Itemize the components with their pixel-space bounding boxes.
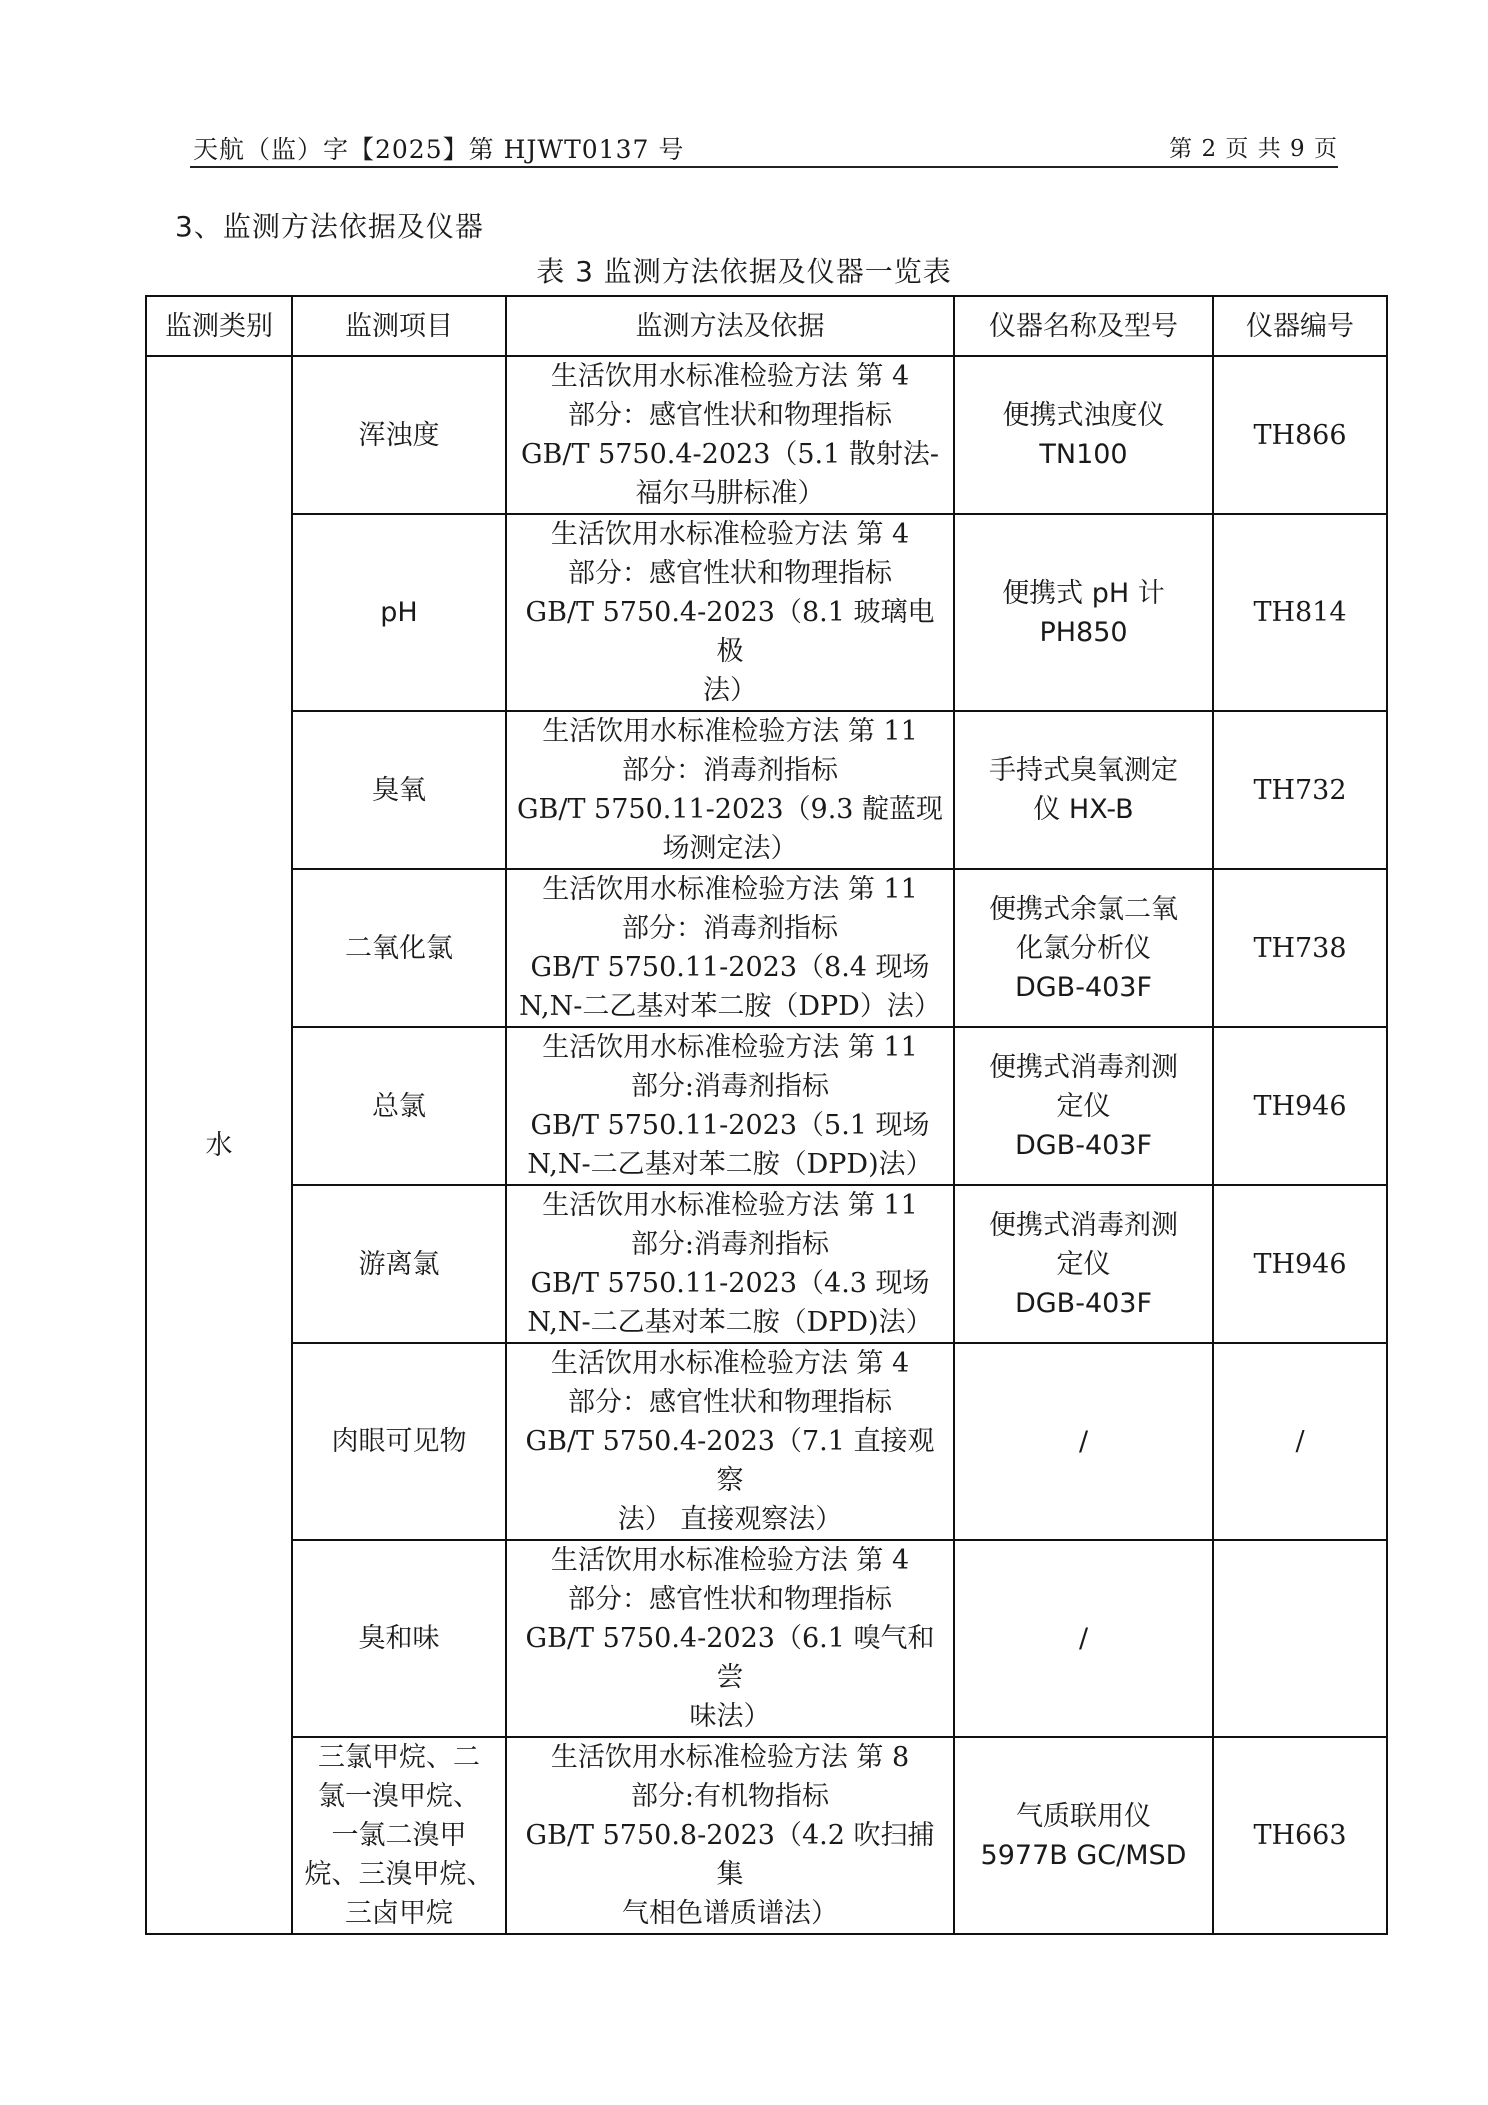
method-cell-line: N,N-二乙基对苯二胺（DPD)法） [527, 1307, 933, 1338]
instrument-cell-line: 便携式消毒剂测 [989, 1209, 1178, 1241]
item-cell-line: 一氯二溴甲 [331, 1820, 467, 1851]
method-cell-line: 部分:有机物指标 [630, 1781, 830, 1812]
method-cell-line: 生活饮用水标准检验方法 第 4 [550, 1545, 910, 1576]
item-cell-line: 烷、三溴甲烷、 [304, 1859, 494, 1890]
table-row [146, 711, 1387, 869]
instrument-number-cell: / [1213, 1343, 1387, 1540]
table-caption: 表 3 监测方法依据及仪器一览表 [536, 255, 952, 288]
instrument-cell [954, 869, 1213, 1027]
item-cell [292, 1027, 506, 1185]
method-cell-line: N,N-二乙基对苯二胺（DPD）法） [519, 991, 941, 1022]
instrument-cell-line: 便携式浊度仪 [1002, 400, 1165, 431]
instrument-cell-line: 便携式余氯二氧 [989, 893, 1178, 925]
instrument-number-cell: TH663 [1213, 1737, 1387, 1934]
item-cell-line: 总氯 [372, 1090, 426, 1122]
method-cell [506, 1343, 954, 1540]
method-cell [506, 514, 954, 711]
table-row [146, 514, 1387, 711]
instrument-number-cell: TH866 [1213, 356, 1387, 514]
method-cell-line: GB/T 5750.11-2023（9.3 靛蓝现 [516, 794, 944, 825]
instrument-cell-line: PH850 [1039, 616, 1128, 648]
method-cell-line: 福尔马肼标准） [635, 478, 825, 509]
table-header-row [146, 296, 1387, 356]
method-cell-line: 味法） [689, 1701, 771, 1732]
instrument-cell-line: 气质联用仪 [1016, 1800, 1151, 1832]
item-cell-line: 肉眼可见物 [331, 1426, 467, 1457]
table-row [146, 1027, 1387, 1185]
method-cell [506, 1185, 954, 1343]
instrument-cell-line: DGB-403F [1014, 1129, 1153, 1161]
method-cell-line: 生活饮用水标准检验方法 第 4 [550, 519, 910, 550]
method-cell-line: 部分：感官性状和物理指标 [568, 400, 892, 431]
table-row [146, 1185, 1387, 1343]
method-cell-line: 生活饮用水标准检验方法 第 11 [542, 1190, 918, 1221]
method-cell-line: GB/T 5750.4-2023（8.1 玻璃电极 [525, 597, 935, 667]
method-cell-line: GB/T 5750.4-2023（5.1 散射法- [520, 439, 940, 470]
method-cell-line: 部分:消毒剂指标 [630, 1071, 830, 1102]
instrument-number-cell: TH732 [1213, 711, 1387, 869]
method-cell-line: GB/T 5750.8-2023（4.2 吹扫捕集 [525, 1820, 935, 1890]
method-cell [506, 711, 954, 869]
instrument-cell-line: 定仪 [1056, 1090, 1111, 1122]
header-divider [190, 166, 1338, 168]
method-cell [506, 869, 954, 1027]
method-cell-line: 法） [703, 675, 757, 706]
item-cell [292, 869, 506, 1027]
instrument-cell-line: 便携式 pH 计 [1002, 577, 1165, 609]
method-cell-line: 部分：消毒剂指标 [622, 755, 838, 786]
method-cell-line: 生活饮用水标准检验方法 第 8 [550, 1742, 910, 1773]
method-cell [506, 1540, 954, 1737]
table-row [146, 1343, 1387, 1540]
instrument-number-cell: TH738 [1213, 869, 1387, 1027]
item-cell-line: pH [380, 597, 418, 628]
instrument-cell-line: TN100 [1039, 439, 1128, 470]
table-row [146, 356, 1387, 514]
item-cell-line: 三卤甲烷 [345, 1898, 453, 1929]
method-cell-line: 气相色谱质谱法） [622, 1898, 838, 1929]
instrument-cell-line: 5977B GC/MSD [980, 1839, 1187, 1871]
method-cell [506, 1737, 954, 1934]
method-cell-line: GB/T 5750.11-2023（5.1 现场 [530, 1110, 930, 1141]
instrument-cell [954, 514, 1213, 711]
instrument-cell-line: DGB-403F [1014, 1287, 1153, 1319]
method-cell [506, 1027, 954, 1185]
instrument-cell [954, 1343, 1213, 1540]
method-cell-line: 部分:消毒剂指标 [630, 1229, 830, 1260]
report-number: 天航（监）字【2025】第 HJWT0137 号 [193, 135, 685, 164]
instrument-cell-line: / [1078, 1426, 1089, 1457]
header-category: 监测类别 [146, 296, 292, 356]
methods-table [145, 295, 1388, 1935]
header-instrument: 仪器名称及型号 [954, 296, 1213, 356]
table-row [146, 869, 1387, 1027]
method-cell-line: GB/T 5750.11-2023（8.4 现场 [530, 952, 930, 983]
instrument-number-cell: TH946 [1213, 1185, 1387, 1343]
method-cell-line: 部分：感官性状和物理指标 [568, 558, 892, 589]
item-cell-line: 三氯甲烷、二 [318, 1742, 480, 1773]
instrument-cell-line: 定仪 [1056, 1248, 1111, 1280]
item-cell-line: 二氧化氯 [345, 932, 453, 964]
method-cell-line: 生活饮用水标准检验方法 第 11 [542, 716, 918, 747]
method-cell-line: GB/T 5750.4-2023（7.1 直接观察 [525, 1426, 935, 1496]
table-row [146, 1737, 1387, 1934]
item-cell [292, 711, 506, 869]
method-cell-line: 生活饮用水标准检验方法 第 11 [542, 1032, 918, 1063]
item-cell [292, 514, 506, 711]
instrument-cell-line: / [1078, 1623, 1089, 1654]
method-cell-line: 生活饮用水标准检验方法 第 4 [550, 361, 910, 392]
instrument-number-cell [1213, 1540, 1387, 1737]
category-cell: 水 [146, 356, 292, 1934]
instrument-cell [954, 1185, 1213, 1343]
instrument-cell-line: 仪 HX-B [1033, 794, 1134, 825]
instrument-cell-line: DGB-403F [1014, 971, 1153, 1003]
instrument-cell [954, 711, 1213, 869]
method-cell-line: N,N-二乙基对苯二胺（DPD)法） [527, 1149, 933, 1180]
page-info: 第 2 页 共 9 页 [1169, 136, 1338, 162]
item-cell-line: 浑浊度 [358, 419, 440, 451]
method-cell-line: 部分：消毒剂指标 [622, 913, 838, 944]
instrument-number-cell: TH946 [1213, 1027, 1387, 1185]
instrument-number-cell: TH814 [1213, 514, 1387, 711]
instrument-cell [954, 1737, 1213, 1934]
instrument-cell [954, 1540, 1213, 1737]
header-number: 仪器编号 [1213, 296, 1387, 356]
item-cell-line: 臭氧 [372, 774, 426, 806]
method-cell-line: 生活饮用水标准检验方法 第 4 [550, 1348, 910, 1379]
item-cell [292, 1343, 506, 1540]
instrument-cell-line: 手持式臭氧测定 [989, 755, 1178, 786]
section-title: 3、监测方法依据及仪器 [175, 210, 484, 243]
item-cell [292, 1540, 506, 1737]
header-item: 监测项目 [292, 296, 506, 356]
method-cell-line: 场测定法） [662, 833, 798, 864]
item-cell [292, 356, 506, 514]
method-cell-line: 部分：感官性状和物理指标 [568, 1584, 892, 1615]
item-cell [292, 1185, 506, 1343]
instrument-cell [954, 356, 1213, 514]
method-cell-line: 生活饮用水标准检验方法 第 11 [542, 874, 918, 905]
instrument-cell-line: 便携式消毒剂测 [989, 1051, 1178, 1083]
header-method: 监测方法及依据 [506, 296, 954, 356]
item-cell-line: 氯一溴甲烷、 [318, 1781, 480, 1812]
item-cell-line: 臭和味 [358, 1623, 440, 1654]
method-cell [506, 356, 954, 514]
instrument-cell [954, 1027, 1213, 1185]
method-cell-line: 部分：感官性状和物理指标 [568, 1387, 892, 1418]
method-cell-line: GB/T 5750.4-2023（6.1 嗅气和尝 [525, 1623, 935, 1693]
method-cell-line: GB/T 5750.11-2023（4.3 现场 [530, 1268, 930, 1299]
item-cell-line: 游离氯 [358, 1248, 440, 1280]
item-cell [292, 1737, 506, 1934]
table-row [146, 1540, 1387, 1737]
method-cell-line: 法） 直接观察法） [617, 1504, 843, 1535]
instrument-cell-line: 化氯分析仪 [1016, 932, 1151, 964]
